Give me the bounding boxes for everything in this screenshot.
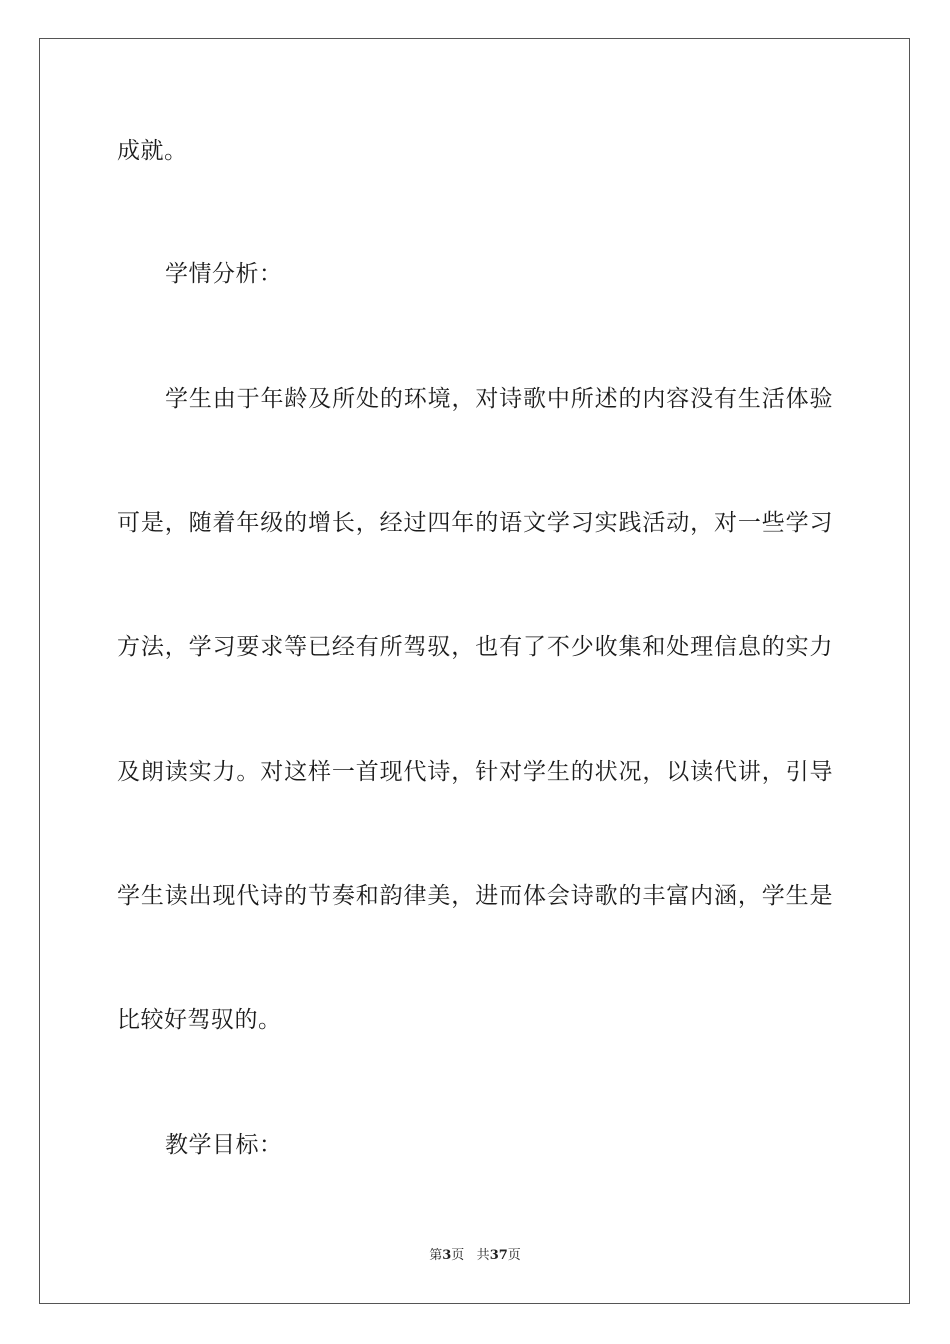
footer-page-number: 3 [442,1248,452,1263]
section-heading-teaching-goals: 教学目标： [165,1132,283,1158]
page-footer [0,1247,950,1265]
section-heading-learning-analysis: 学情分析： [165,261,283,287]
text-line-4: 可是，随着年级的增长，经过四年的语文学习实践活动，对一些学习 [117,510,833,536]
footer-total-prefix: 共 [476,1248,490,1263]
text-line-3: 学生由于年龄及所处的环境，对诗歌中所述的内容没有生活体验 [165,386,833,412]
footer-page-suffix: 页 [451,1248,465,1263]
footer-total-suffix: 页 [507,1248,521,1263]
text-line-6: 及朗读实力。对这样一首现代诗，针对学生的状况，以读代讲，引导 [117,759,833,785]
footer-total-pages: 37 [489,1248,508,1263]
footer-page-prefix: 第 [429,1248,443,1263]
page-border [39,38,910,1304]
text-line-8: 比较好驾驭的。 [117,1007,282,1033]
text-line-7: 学生读出现代诗的节奏和韵律美，进而体会诗歌的丰富内涵，学生是 [117,883,833,909]
text-line-1: 成就。 [117,138,188,164]
text-line-5: 方法，学习要求等已经有所驾驭，也有了不少收集和处理信息的实力 [117,634,833,660]
